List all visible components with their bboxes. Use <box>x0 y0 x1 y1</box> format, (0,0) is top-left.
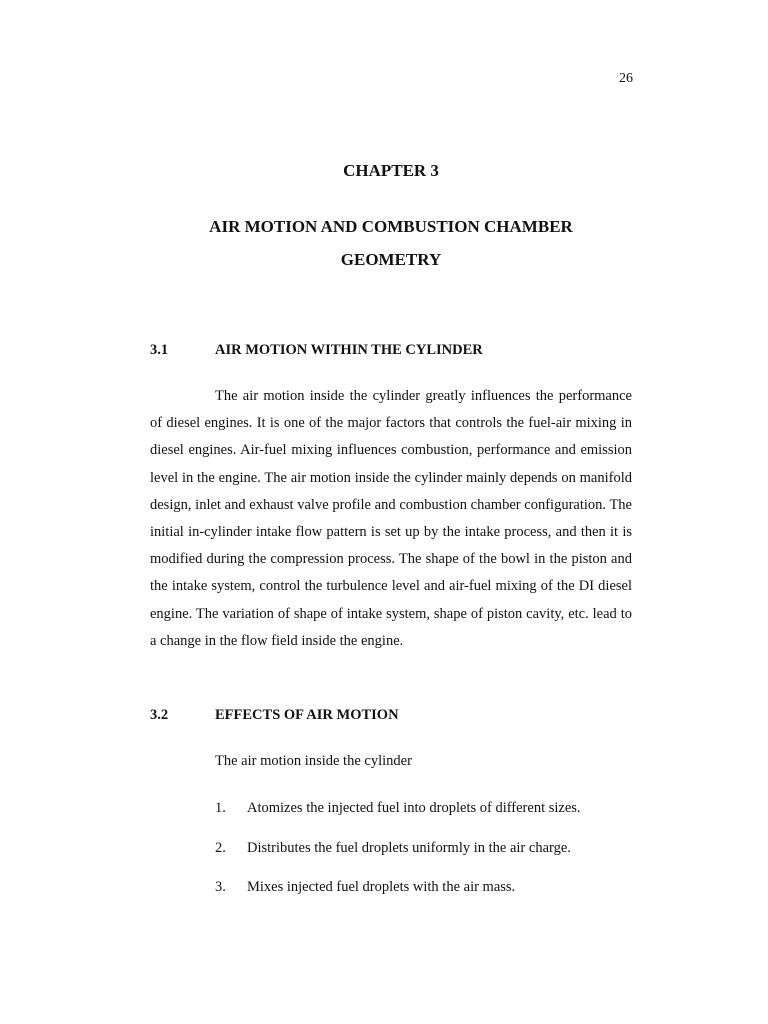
section-heading-3-1 <box>150 342 483 359</box>
list-item-number: 2. <box>215 840 226 856</box>
list-item-number: 3. <box>215 879 226 895</box>
list-item <box>215 800 581 817</box>
section-number: 3.2 <box>150 707 169 723</box>
chapter-title-line-2: GEOMETRY <box>340 250 442 269</box>
list-item <box>215 840 571 857</box>
list-item <box>215 879 515 896</box>
section-3-1-paragraph: The air motion inside the cylinder greatly influences the performance of diesel engines. It is one of the major factors that controls the fuel-air mixing in diesel engines. Air-fuel mixing influences combustion, performance and emission level in the engine. The air motion inside the cylinder mainly depends on manifold design, inlet and exhaust valve profile and combustion chamber configuration. The initial in-cylinder intake flow pattern is set up by the intake process, and then it is modified during the compression process. The shape of the bowl in the piston and the intake system, control the turbulence level and air-fuel mixing of the DI diesel engine. The variation of shape of intake system, shape of piston cavity, etc. lead to a change in the flow field inside the engine. <box>150 388 632 649</box>
section-title: AIR MOTION WITHIN THE CYLINDER <box>215 342 483 358</box>
list-item-number: 1. <box>215 800 226 816</box>
list-item-text: Mixes injected fuel droplets with the air mass. <box>247 879 516 895</box>
list-item-text: Distributes the fuel droplets uniformly in the air charge. <box>247 840 571 856</box>
section-heading-3-2 <box>150 707 399 724</box>
chapter-title <box>0 210 768 276</box>
section-title: EFFECTS OF AIR MOTION <box>215 707 399 723</box>
chapter-label: CHAPTER 3 <box>343 161 439 180</box>
list-item-text: Atomizes the injected fuel into droplets of different sizes. <box>247 800 581 816</box>
section-3-2-intro: The air motion inside the cylinder <box>215 753 412 769</box>
page-number: 26 <box>619 71 633 86</box>
chapter-title-line-1: AIR MOTION AND COMBUSTION CHAMBER <box>209 217 573 236</box>
section-number: 3.1 <box>150 342 169 358</box>
